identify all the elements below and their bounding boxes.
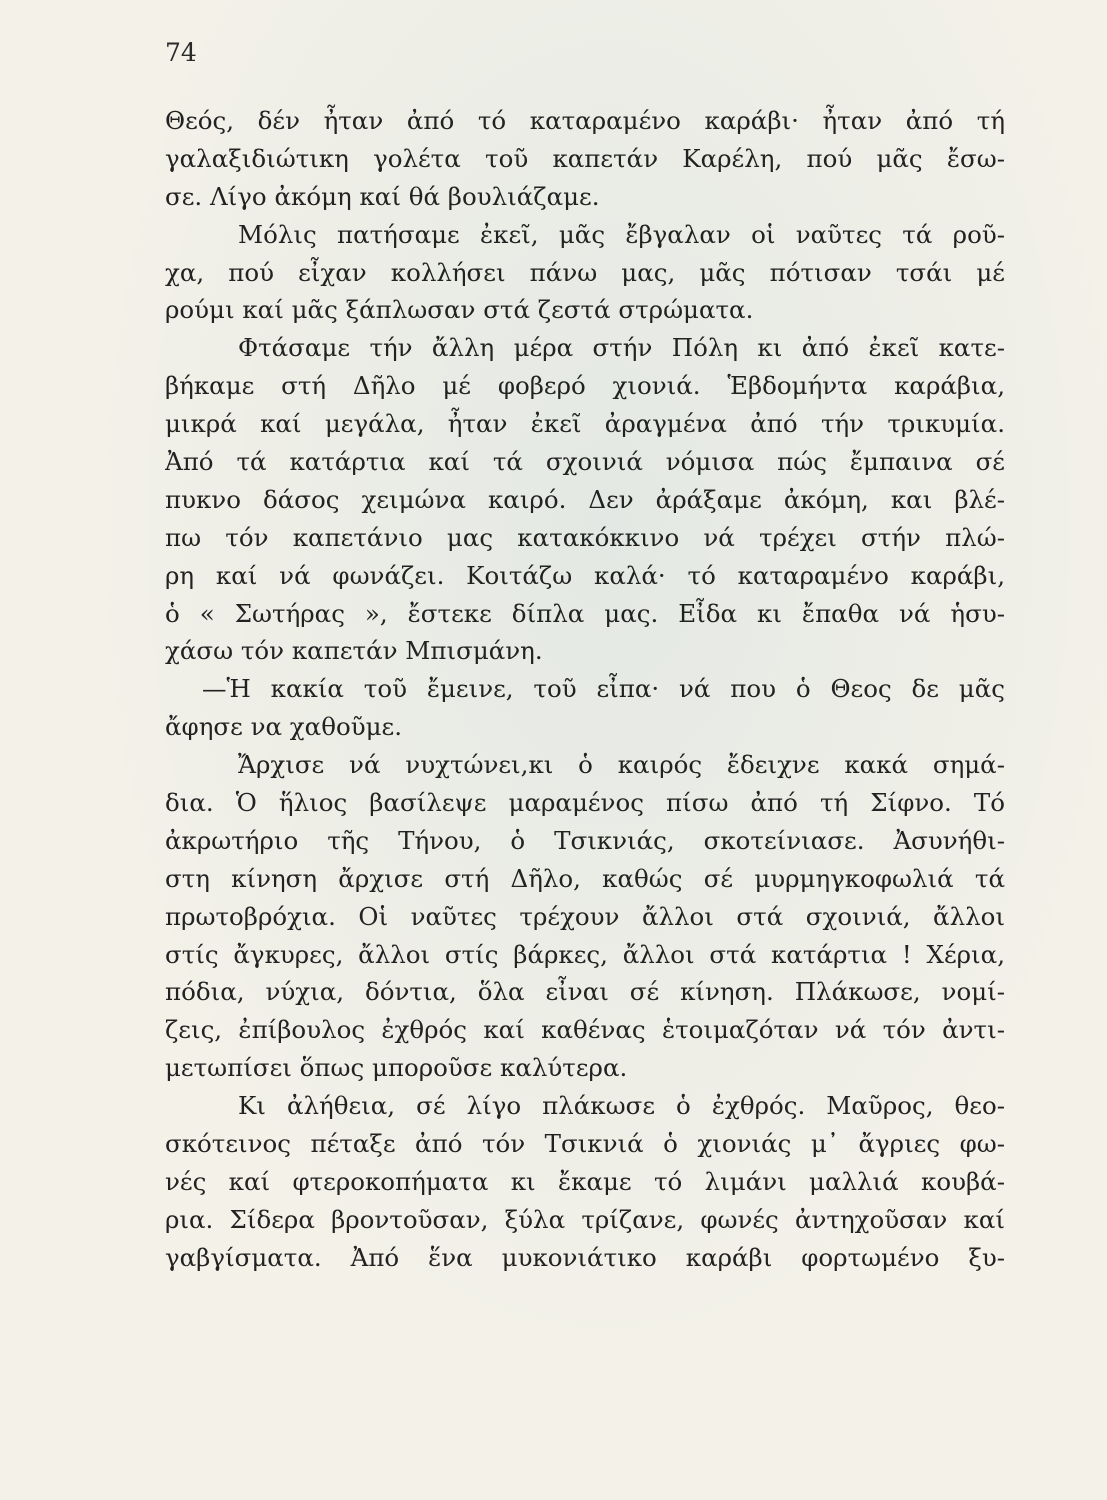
text-line: χάσω τόν καπετάν Μπισμάνη. <box>165 636 543 666</box>
text-line: σε. Λίγο ἀκόμη καί θά βουλιάζαμε. <box>165 181 600 211</box>
text-line: νές καί φτεροκοπήματα κι ἔκαμε τό λιμάνι μαλλιά κουβά- <box>165 1166 1005 1196</box>
text-line: Φτάσαμε τήν ἄλλη μέρα στήν Πόλη κι ἀπό ἐκεῖ κατε- <box>238 333 1005 363</box>
text-line: ἄφησε να χαθοῦμε. <box>165 712 402 742</box>
text-line: πω τόν καπετάνιο μας κατακόκκινο νά τρέχει στήν πλώ- <box>165 522 1005 552</box>
text-line: μικρά καί μεγάλα, ἦταν ἐκεῖ ἀραγμένα ἀπό τήν τρικυμία. <box>165 409 1005 439</box>
text-line: Μόλις πατήσαμε ἐκεῖ, μᾶς ἔβγαλαν οἱ ναῦτες τά ροῦ- <box>238 219 1005 249</box>
text-line: Κι ἀλήθεια, σέ λίγο πλάκωσε ὁ ἐχθρός. Μαῦρος, θεο- <box>238 1091 1005 1121</box>
text-line: σκότεινος πέταξε ἀπό τόν Τσικνιά ὁ χιονιάς μ᾽ ἄγριες φω- <box>165 1129 1005 1159</box>
text-line: βήκαμε στή Δῆλο μέ φοβερό χιονιά. Ἑβδομήντα καράβια, <box>165 371 1005 401</box>
text-line: ὁ « Σωτήρας », ἔστεκε δίπλα μας. Εἶδα κι ἔπαθα νά ἡσυ- <box>165 598 1005 628</box>
text-line: ρη καί νά φωνάζει. Κοιτάζω καλά· τό καταραμένο καράβι, <box>165 560 1005 590</box>
text-line: χα, πού εἶχαν κολλήσει πάνω μας, μᾶς πότισαν τσάι μέ <box>165 257 1005 287</box>
text-line: πόδια, νύχια, δόντια, ὅλα εἶναι σέ κίνηση. Πλάκωσε, νομί- <box>165 977 1005 1007</box>
text-line: Θεός, δέν ἦταν ἀπό τό καταραμένο καράβι· ἦταν ἀπό τή <box>165 106 1005 135</box>
text-line: ζεις, ἐπίβουλος ἐχθρός καί καθένας ἑτοιμαζόταν νά τόν ἀντι- <box>165 1015 1005 1045</box>
page-number: 74 <box>165 38 197 67</box>
body-text <box>165 102 1005 1277</box>
text-line: μετωπίσει ὅπως μποροῦσε καλύτερα. <box>165 1053 628 1083</box>
text-line: γαλαξιδιώτικη γολέτα τοῦ καπετάν Καρέλη, πού μᾶς ἔσω- <box>165 143 1005 173</box>
text-line: γαβγίσματα. Ἀπό ἕνα μυκονιάτικο καράβι φορτωμένο ξυ- <box>165 1242 1005 1272</box>
text-line: —Ἡ κακία τοῦ ἔμεινε, τοῦ εἶπα· νά που ὁ Θεος δε μᾶς <box>202 674 1005 704</box>
text-line: Ἄρχισε νά νυχτώνει,κι ὁ καιρός ἔδειχνε κακά σημά- <box>238 750 1005 780</box>
text-line: ρούμι καί μᾶς ξάπλωσαν στά ζεστά στρώματα. <box>165 295 754 325</box>
text-line: Ἀπό τά κατάρτια καί τά σχοινιά νόμισα πώς ἔμπαινα σέ <box>165 447 1005 477</box>
text-line: ἀκρωτήριο τῆς Τήνου, ὁ Τσικνιάς, σκοτείνιασε. Ἀσυνήθι- <box>165 825 1005 855</box>
text-line: πρωτοβρόχια. Οἱ ναῦτες τρέχουν ἄλλοι στά σχοινιά, ἄλλοι <box>165 901 1005 931</box>
text-line: δια. Ὁ ἥλιος βασίλεψε μαραμένος πίσω ἀπό τή Σίφνο. Τό <box>165 788 1005 818</box>
text-line: ρια. Σίδερα βροντοῦσαν, ξύλα τρίζανε, φωνές ἀντηχοῦσαν καί <box>165 1204 1005 1234</box>
text-line: πυκνο δάσος χειμώνα καιρό. Δεν ἀράξαμε ἀκόμη, και βλέ- <box>165 484 1005 514</box>
text-line: στη κίνηση ἄρχισε στή Δῆλο, καθώς σέ μυρμηγκοφωλιά τά <box>165 863 1005 893</box>
text-line: στίς ἄγκυρες, ἄλλοι στίς βάρκες, ἄλλοι στά κατάρτια ! Χέρια, <box>165 939 1005 969</box>
